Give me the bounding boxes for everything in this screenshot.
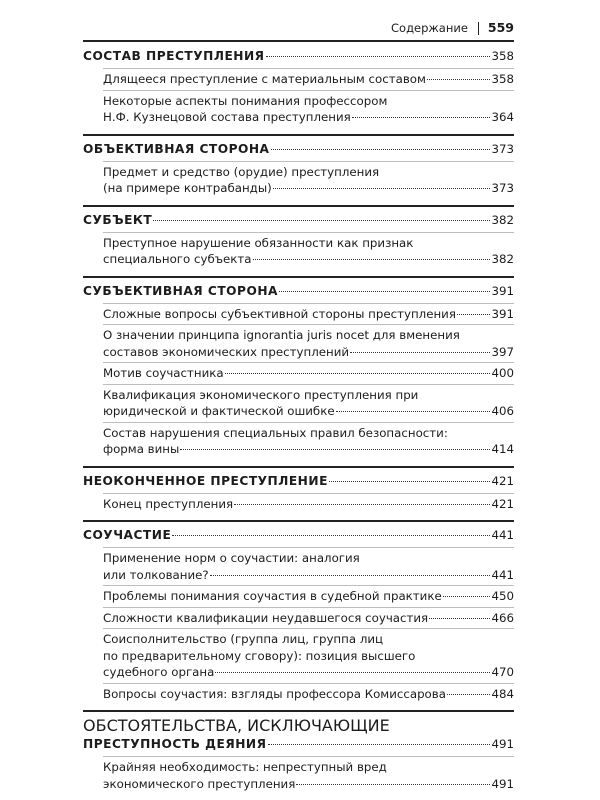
entry-text: Применение норм о соучастии: аналогия (103, 551, 360, 565)
toc-section (83, 205, 514, 270)
toc-entry[interactable] (103, 683, 514, 705)
table-of-contents (83, 43, 514, 800)
entry-page-number: 400 (491, 366, 514, 380)
entry-line (103, 759, 514, 776)
entry-line (103, 180, 514, 197)
entry-page-number: 441 (491, 567, 514, 582)
entry-text: Н.Ф. Кузнецовой состава преступления (103, 110, 351, 124)
entry-page-number: 358 (491, 72, 514, 86)
section-title-line (83, 735, 514, 754)
entry-text: форма вины (103, 442, 180, 456)
entry-page-number: 382 (491, 252, 514, 266)
entry-line (103, 550, 514, 567)
entry-line (103, 686, 514, 703)
section-title-text: СУБЪЕКТ (83, 212, 153, 227)
entry-text: Крайняя необходимость: непреступный вред (103, 760, 387, 774)
entry-page-number: 414 (491, 442, 514, 456)
section-title-line (83, 526, 514, 545)
section-title-line (83, 282, 514, 301)
entry-line (103, 306, 514, 323)
section-title[interactable] (83, 47, 514, 66)
dot-leader (234, 504, 490, 505)
toc-entry[interactable] (103, 422, 514, 460)
dot-leader (352, 117, 491, 118)
toc-entry[interactable] (103, 607, 514, 629)
toc-entry[interactable] (103, 90, 514, 128)
entry-line (103, 664, 514, 681)
entry-page-number: 406 (491, 404, 514, 418)
entry-text: Вопросы соучастия: взгляды профессора Комиссарова (103, 686, 446, 701)
toc-entry[interactable] (103, 493, 514, 515)
entry-line (103, 631, 514, 648)
dot-leader (215, 672, 490, 673)
entry-text: Некоторые аспекты понимания профессором (103, 93, 388, 108)
entry-text: судебного органа (103, 665, 215, 679)
toc-section (83, 520, 514, 704)
section-title[interactable] (83, 211, 514, 230)
entry-line (103, 496, 514, 513)
entry-text: Квалификация экономического преступления при (103, 387, 419, 402)
toc-section (83, 134, 514, 199)
section-title-page-number: 373 (491, 141, 514, 156)
dot-leader (329, 481, 491, 482)
entry-text: специального субъекта (103, 252, 252, 266)
entry-line (103, 567, 514, 584)
running-header-label: Содержание (391, 21, 468, 35)
dot-leader (296, 784, 490, 785)
dot-leader (180, 449, 490, 450)
entry-line (103, 327, 514, 344)
dot-leader (279, 291, 490, 292)
toc-section (83, 276, 514, 460)
header-rule (83, 40, 514, 42)
toc-entry[interactable] (103, 68, 514, 90)
section-title[interactable] (83, 472, 514, 491)
section-title-page-number: 491 (491, 737, 514, 751)
entry-line (103, 109, 514, 126)
toc-entry[interactable] (103, 232, 514, 270)
entry-text: О значении принципа ignorantia juris nocet для вменения (103, 328, 460, 342)
entry-line (103, 387, 514, 404)
entry-page-number: 421 (491, 496, 514, 511)
toc-entry[interactable] (103, 756, 514, 794)
section-title-line (83, 140, 514, 159)
dot-leader (268, 744, 491, 745)
section-title-text: СУБЪЕКТИВНАЯ СТОРОНА (83, 283, 278, 298)
section-title-text: НЕОКОНЧЕННОЕ ПРЕСТУПЛЕНИЕ (83, 473, 328, 488)
entry-text: юридической и фактической ошибке (103, 404, 335, 418)
entry-line (103, 776, 514, 793)
entry-text: Сложные вопросы субъективной стороны преступления (103, 306, 456, 321)
dot-leader (266, 56, 491, 57)
entry-line (103, 441, 514, 458)
entry-line (103, 344, 514, 361)
section-title[interactable] (83, 282, 514, 301)
entry-page-number: 397 (491, 344, 514, 359)
entry-text: или толкование? (103, 567, 209, 582)
section-title-page-number: 441 (491, 528, 514, 542)
dot-leader (253, 259, 491, 260)
entry-page-number: 391 (491, 306, 514, 321)
entry-text: Длящееся преступление с материальным составом (103, 72, 426, 86)
section-title-line (83, 47, 514, 66)
dot-leader (457, 314, 491, 315)
entry-line (103, 403, 514, 420)
toc-entry[interactable] (103, 384, 514, 422)
dot-leader (336, 411, 491, 412)
entry-text: Проблемы понимания соучастия в судебной практике (103, 589, 442, 603)
toc-entry[interactable] (103, 585, 514, 607)
entry-page-number: 466 (491, 610, 514, 625)
dot-leader (443, 596, 491, 597)
entry-page-number: 484 (491, 686, 514, 701)
dot-leader (271, 149, 491, 150)
toc-entry[interactable] (103, 547, 514, 585)
entry-line (103, 235, 514, 252)
running-header (391, 20, 514, 36)
entry-page-number: 450 (491, 589, 514, 603)
dot-leader (429, 618, 490, 619)
toc-section (83, 466, 514, 515)
toc-entry[interactable] (103, 303, 514, 325)
section-title-text: ОБЪЕКТИВНАЯ СТОРОНА (83, 141, 270, 156)
section-title[interactable] (83, 526, 514, 545)
page-number: 559 (487, 20, 514, 35)
entry-page-number: 470 (491, 665, 514, 679)
toc-entry[interactable] (103, 161, 514, 199)
section-title-line (83, 716, 514, 735)
section-title-text: СОУЧАСТИЕ (83, 528, 172, 542)
section-title-text: СОСТАВ ПРЕСТУПЛЕНИЯ (83, 49, 265, 63)
entry-text: по предварительному сговору): позиция высшего (103, 648, 416, 663)
dot-leader (153, 220, 490, 221)
entry-page-number: 364 (491, 110, 514, 124)
section-title-page-number: 391 (491, 283, 514, 298)
entry-text: Преступное нарушение обязанности как признак (103, 235, 414, 250)
entry-text: Состав нарушения специальных правил безопасности: (103, 425, 448, 440)
section-title-text: ОБСТОЯТЕЛЬСТВА, ИСКЛЮЧАЮЩИЕ (83, 716, 390, 735)
entry-text: Конец преступления (103, 496, 234, 511)
dot-leader (273, 188, 491, 189)
entry-text: Сложности квалификации неудавшегося соучастия (103, 610, 429, 625)
toc-entry[interactable] (103, 628, 514, 683)
entry-text: Предмет и средство (орудие) преступления (103, 164, 380, 179)
entry-line (103, 164, 514, 181)
section-title-page-number: 358 (491, 49, 514, 63)
entry-text: составов экономических преступлений (103, 344, 350, 359)
section-title-page-number: 382 (491, 212, 514, 227)
dot-leader (210, 575, 491, 576)
entry-text: (на примере контрабанды) (103, 181, 272, 195)
entry-line (103, 610, 514, 627)
entry-text: Мотив соучастника (103, 366, 224, 380)
entry-line (103, 588, 514, 605)
dot-leader (350, 352, 490, 353)
section-title-line (83, 472, 514, 491)
dot-leader (172, 535, 490, 536)
entry-page-number: 491 (491, 776, 514, 791)
toc-section (83, 710, 514, 794)
entry-line (103, 365, 514, 382)
header-separator (478, 22, 479, 35)
dot-leader (225, 373, 491, 374)
toc-entry[interactable] (103, 362, 514, 384)
dot-leader (447, 694, 491, 695)
entry-line (103, 251, 514, 268)
entry-line (103, 425, 514, 442)
section-title-page-number: 421 (491, 473, 514, 488)
toc-entry[interactable] (103, 324, 514, 362)
dot-leader (427, 79, 491, 80)
entry-page-number: 373 (491, 181, 514, 195)
entry-line (103, 71, 514, 88)
entry-line (103, 93, 514, 110)
section-title[interactable] (83, 140, 514, 159)
entry-line (103, 648, 514, 665)
section-title-line (83, 211, 514, 230)
toc-section (83, 43, 514, 128)
section-title[interactable] (83, 716, 514, 754)
entry-text: экономического преступления (103, 776, 296, 791)
section-title-text: ПРЕСТУПНОСТЬ ДЕЯНИЯ (83, 737, 267, 751)
entry-text: Соисполнительство (группа лиц, группа лиц (103, 632, 384, 646)
